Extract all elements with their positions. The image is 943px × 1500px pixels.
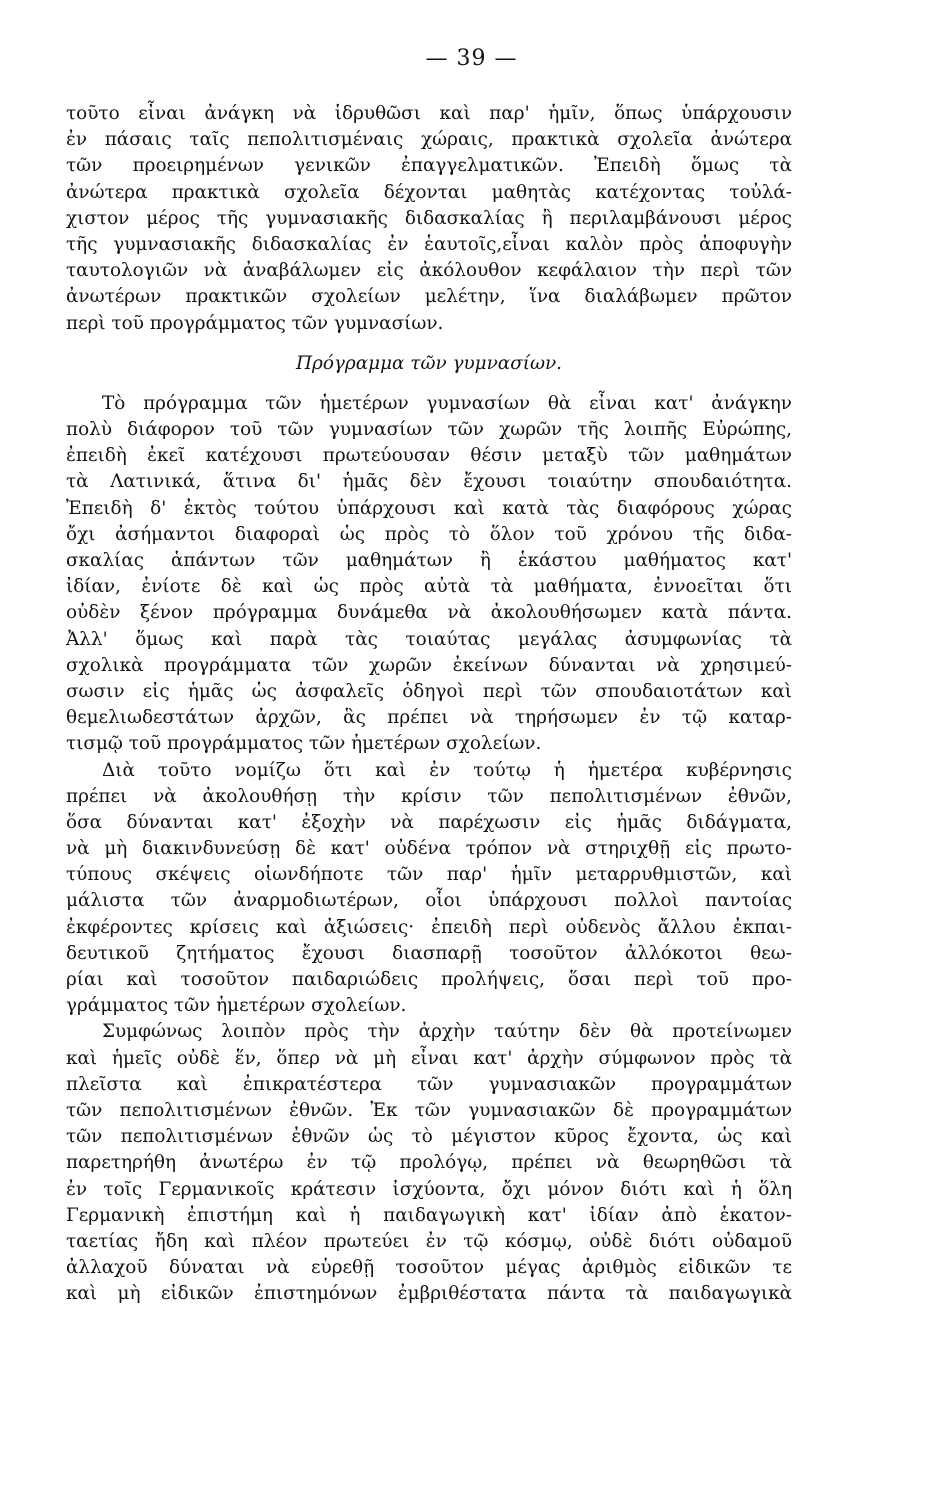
text-line: ἀνωτέρων πρακτικῶν σχολείων μελέτην, ἵνα διαλάβωμεν πρῶτον [66, 286, 792, 308]
text-line: οὐδὲν ξένον πρόγραμμα δυνάμεθα νὰ ἀκολουθήσωμεν κατὰ πάντα. [66, 602, 792, 624]
text-line: ἐν πάσαις ταῖς πεπολιτισμέναις χώραις, πρακτικὰ σχολεῖα ἀνώτερα [66, 129, 792, 151]
text-line: ἀλλαχοῦ δύναται νὰ εὑρεθῇ τοσοῦτον μέγας ἀριθμὸς εἰδικῶν τε [66, 1257, 792, 1279]
text-line: Ἀλλ' ὅμως καὶ παρὰ τὰς τοιαύτας μεγάλας ἀσυμφωνίας τὰ [66, 628, 792, 650]
text-line: Συμφώνως λοιπὸν πρὸς τὴν ἀρχὴν ταύτην δὲν θὰ προτείνωμεν [102, 1021, 792, 1043]
text-line: ὅσα δύνανται κατ' ἐξοχὴν νὰ παρέχωσιν εἰς ἡμᾶς διδάγματα, [66, 811, 792, 833]
paragraph-1 [66, 101, 792, 337]
text-line: τῆς γυμνασιακῆς διδασκαλίας ἐν ἑαυτοῖς,εἶναι καλὸν πρὸς ἀποφυγὴν [66, 233, 792, 255]
text-line: νὰ μὴ διακινδυνεύσῃ δὲ κατ' οὐδένα τρόπον νὰ στηριχθῇ εἰς πρωτο- [66, 838, 792, 860]
text-line: δευτικοῦ ζητήματος ἔχουσι διασπαρῇ τοσοῦτον ἀλλόκοτοι θεω- [66, 942, 792, 964]
text-line: τὰ Λατινικά, ἅτινα δι' ἡμᾶς δὲν ἔχουσι τοιαύτην σπουδαιότητα. [66, 471, 792, 493]
paragraph-2 [66, 391, 792, 758]
body-text [66, 101, 792, 1307]
text-line: παρετηρήθη ἀνωτέρω ἐν τῷ προλόγῳ, πρέπει νὰ θεωρηθῶσι τὰ [66, 1152, 792, 1174]
text-line: Τὸ πρόγραμμα τῶν ἡμετέρων γυμνασίων θὰ εἶναι κατ' ἀνάγκην [102, 392, 792, 414]
text-line: τῶν προειρημένων γενικῶν ἐπαγγελματικῶν. Ἐπειδὴ ὅμως τὰ [66, 155, 792, 177]
text-line: ταετίας ἤδη καὶ πλέον πρωτεύει ἐν τῷ κόσμῳ, οὐδὲ διότι οὐδαμοῦ [66, 1230, 792, 1252]
text-line: θεμελιωδεστάτων ἀρχῶν, ἃς πρέπει νὰ τηρήσωμεν ἐν τῷ καταρ- [66, 707, 792, 729]
page-number: — 39 — [425, 46, 518, 71]
text-line: γράμματος τῶν ἡμετέρων σχολείων. [66, 995, 407, 1017]
text-line: ἐν τοῖς Γερμανικοῖς κράτεσιν ἰσχύοντα, ὄχι μόνον διότι καὶ ἡ ὅλη [66, 1178, 792, 1200]
text-line: ρίαι καὶ τοσοῦτον παιδαριώδεις προλήψεις, ὅσαι περὶ τοῦ προ- [66, 969, 792, 990]
section-heading: Πρόγραμμα τῶν γυμνασίων. [295, 352, 563, 374]
text-line: ἐκφέροντες κρίσεις καὶ ἀξιώσεις· ἐπειδὴ περὶ οὐδενὸς ἄλλου ἐκπαι- [66, 916, 792, 938]
text-line: Γερμανικὴ ἐπιστήμη καὶ ἡ παιδαγωγικὴ κατ' ἰδίαν ἀπὸ ἑκατον- [66, 1204, 792, 1226]
text-line: χιστον μέρος τῆς γυμνασιακῆς διδασκαλίας ἢ περιλαμβάνουσι μέρος [66, 207, 792, 229]
text-line: μάλιστα τῶν ἀναρμοδιωτέρων, οἷοι ὑπάρχουσι πολλοὶ παντοίας [66, 890, 792, 912]
text-line: ὄχι ἀσήμαντοι διαφοραὶ ὡς πρὸς τὸ ὅλον τοῦ χρόνου τῆς διδα- [66, 523, 792, 545]
text-line: σχολικὰ προγράμματα τῶν χωρῶν ἐκείνων δύνανται νὰ χρησιμεύ- [66, 654, 792, 676]
text-line: σωσιν εἰς ἡμᾶς ὡς ἀσφαλεῖς ὁδηγοὶ περὶ τῶν σπουδαιοτάτων καὶ [66, 680, 792, 702]
text-line: ἰδίαν, ἐνίοτε δὲ καὶ ὡς πρὸς αὐτὰ τὰ μαθήματα, ἐννοεῖται ὅτι [66, 576, 792, 598]
paragraph-4 [66, 1019, 792, 1307]
text-line: καὶ μὴ εἰδικῶν ἐπιστημόνων ἐμβριθέστατα πάντα τὰ παιδαγωγικὰ [66, 1283, 792, 1305]
text-line: ἀνώτερα πρακτικὰ σχολεῖα δέχονται μαθητὰς κατέχοντας τοὐλά- [66, 181, 792, 203]
text-line: σκαλίας ἁπάντων τῶν μαθημάτων ἢ ἑκάστου μαθήματος κατ' [66, 550, 792, 571]
text-line: τοῦτο εἶναι ἀνάγκη νὰ ἱδρυθῶσι καὶ παρ' ἡμῖν, ὅπως ὑπάρχουσιν [66, 103, 792, 124]
text-line: ἐπειδὴ ἐκεῖ κατέχουσι πρωτεύουσαν θέσιν μεταξὺ τῶν μαθημάτων [66, 445, 792, 467]
text-line: Ἐπειδὴ δ' ἐκτὸς τούτου ὑπάρχουσι καὶ κατὰ τὰς διαφόρους χώρας [66, 497, 792, 519]
text-line: τισμῷ τοῦ προγράμματος τῶν ἡμετέρων σχολείων. [66, 733, 542, 755]
text-line: τῶν πεπολιτισμένων ἐθνῶν ὡς τὸ μέγιστον κῦρος ἔχοντα, ὡς καὶ [66, 1126, 792, 1148]
text-line: πρέπει νὰ ἀκολουθήσῃ τὴν κρίσιν τῶν πεπολιτισμένων ἐθνῶν, [66, 785, 792, 807]
paragraph-3 [66, 758, 792, 1020]
text-line: περὶ τοῦ προγράμματος τῶν γυμνασίων. [66, 312, 444, 334]
text-line: τῶν πεπολιτισμένων ἐθνῶν. Ἐκ τῶν γυμνασιακῶν δὲ προγραμμάτων [66, 1099, 792, 1121]
text-line: ταυτολογιῶν νὰ ἀναβάλωμεν εἰς ἀκόλουθον κεφάλαιον τὴν περὶ τῶν [66, 260, 792, 282]
text-line: πλεῖστα καὶ ἐπικρατέστερα τῶν γυμνασιακῶν προγραμμάτων [66, 1073, 792, 1095]
text-line: καὶ ἡμεῖς οὐδὲ ἕν, ὅπερ νὰ μὴ εἶναι κατ' ἀρχὴν σύμφωνον πρὸς τὰ [66, 1047, 792, 1069]
text-line: πολὺ διάφορον τοῦ τῶν γυμνασίων τῶν χωρῶν τῆς λοιπῆς Εὐρώπης, [66, 419, 792, 441]
text-line: τύπους σκέψεις οἱωνδήποτε τῶν παρ' ἡμῖν μεταρρυθμιστῶν, καὶ [66, 864, 792, 886]
text-line: Διὰ τοῦτο νομίζω ὅτι καὶ ἐν τούτῳ ἡ ἡμετέρα κυβέρνησις [102, 759, 792, 781]
